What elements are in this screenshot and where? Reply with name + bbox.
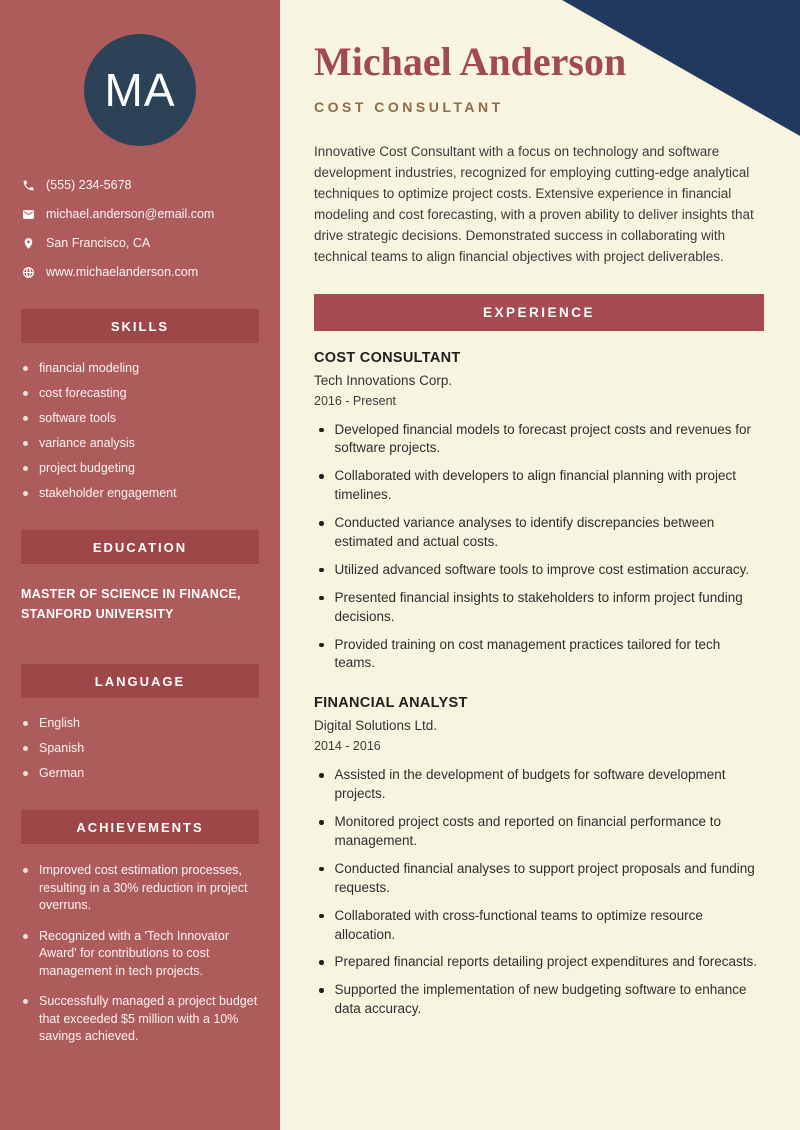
job-bullet-text: Prepared financial reports detailing project expenditures and forecasts. <box>334 954 757 970</box>
globe-icon <box>21 265 35 279</box>
achievement-item <box>23 993 259 1046</box>
skill-label: stakeholder engagement <box>39 486 177 500</box>
skill-item <box>23 411 259 425</box>
bullet-icon <box>319 428 324 433</box>
summary-paragraph: Innovative Cost Consultant with a focus on technology and software development industries, recognized for employing cutting-edge analytical techniques to optimize project costs. Extensive experience in financial modeling and cost forecasting, with a proven ability to deliver insights that drive strategic decisions. Demonstrated success in collaborating with technical teams to align financial objectives with project deliverables. <box>314 144 754 264</box>
job-bullet-text: Conducted financial analyses to support project proposals and funding requests. <box>334 860 755 895</box>
skill-item <box>23 486 259 500</box>
location-icon <box>21 236 35 250</box>
contact-item-phone <box>21 178 259 192</box>
bullet-icon <box>23 391 28 396</box>
achievement-text: Recognized with a 'Tech Innovator Award' for contributions to cost management in tech projects. <box>39 928 229 978</box>
contact-phone-text: (555) 234-5678 <box>46 178 132 192</box>
language-section-heading: LANGUAGE <box>21 664 259 698</box>
contact-item-website <box>21 265 259 279</box>
person-name: Michael Anderson <box>314 39 627 84</box>
job-bullet-text: Collaborated with cross-functional teams to optimize resource allocation. <box>334 907 703 942</box>
bullet-icon <box>23 441 28 446</box>
job-company: Tech Innovations Corp. <box>314 372 453 388</box>
bullet-icon <box>319 820 324 825</box>
job-bullet-item <box>314 636 764 674</box>
bullet-icon <box>23 746 28 751</box>
avatar-initials: MA <box>104 64 176 116</box>
job-bullet-text: Presented financial insights to stakeholders to inform project funding decisions. <box>334 589 743 624</box>
job-bullet-item <box>314 953 764 972</box>
language-list <box>21 716 259 780</box>
job-title: FINANCIAL ANALYST <box>314 695 468 712</box>
job-bullet-item <box>314 860 764 898</box>
job-bullet-item <box>314 981 764 1019</box>
bullet-icon <box>319 914 324 919</box>
bullet-icon <box>23 491 28 496</box>
language-label: Spanish <box>39 741 85 755</box>
contact-location-text: San Francisco, CA <box>46 236 151 250</box>
job-title: COST CONSULTANT <box>314 349 461 366</box>
skill-label: variance analysis <box>39 436 135 450</box>
job-bullet-text: Developed financial models to forecast project costs and revenues for software projects. <box>334 421 751 456</box>
bullet-icon <box>319 988 324 993</box>
bullet-icon <box>23 466 28 471</box>
job-bullet-list <box>314 766 764 1019</box>
job-bullet-text: Provided training on cost management practices tailored for tech teams. <box>334 636 721 671</box>
achievement-text: Improved cost estimation processes, resulting in a 30% reduction in project overruns. <box>39 863 248 912</box>
achievements-section-heading: ACHIEVEMENTS <box>21 810 259 844</box>
achievement-item <box>23 928 259 981</box>
bullet-icon <box>319 568 324 573</box>
avatar <box>84 34 196 146</box>
bullet-icon <box>319 643 324 648</box>
job-bullet-item <box>314 813 764 851</box>
job-bullet-item <box>314 561 764 580</box>
skill-item <box>23 436 259 450</box>
job-bullet-text: Utilized advanced software tools to improve cost estimation accuracy. <box>334 561 750 577</box>
skills-section-heading: SKILLS <box>21 309 259 343</box>
skills-list <box>21 361 259 500</box>
job-bullet-item <box>314 514 764 552</box>
bullet-icon <box>23 999 28 1004</box>
achievement-text: Successfully managed a project budget that exceeded $5 million with a 10% savings achieved. <box>39 994 258 1043</box>
job-company: Digital Solutions Ltd. <box>314 718 438 734</box>
job-entry <box>314 695 764 1019</box>
language-item <box>23 716 259 730</box>
achievements-list <box>21 862 259 1046</box>
job-bullet-item <box>314 907 764 945</box>
contact-item-email <box>21 207 259 221</box>
bullet-icon <box>319 773 324 778</box>
achievement-item <box>23 862 259 915</box>
skill-label: software tools <box>39 411 117 425</box>
skill-label: financial modeling <box>39 361 140 375</box>
email-icon <box>21 207 35 221</box>
bullet-icon <box>23 868 28 873</box>
main-content <box>280 0 800 1130</box>
education-section-heading: EDUCATION <box>21 530 259 564</box>
education-degree: MASTER OF SCIENCE IN FINANCE, STANFORD UNIVERSITY <box>21 587 241 621</box>
bullet-icon <box>23 721 28 726</box>
contact-item-location <box>21 236 259 250</box>
sidebar <box>0 0 280 1130</box>
bullet-icon <box>23 416 28 421</box>
bullet-icon <box>23 366 28 371</box>
language-label: German <box>39 766 85 780</box>
bullet-icon <box>319 867 324 872</box>
bullet-icon <box>23 771 28 776</box>
person-job-title: COST CONSULTANT <box>314 99 504 115</box>
job-bullet-text: Monitored project costs and reported on financial performance to management. <box>334 814 721 848</box>
job-dates: 2016 - Present <box>314 393 396 408</box>
job-bullet-text: Collaborated with developers to align financial planning with project timelines. <box>334 468 736 503</box>
job-entry <box>314 350 764 674</box>
contact-email-text: michael.anderson@email.com <box>46 207 215 221</box>
bullet-icon <box>319 960 324 965</box>
contact-list <box>21 178 259 279</box>
job-bullet-text: Assisted in the development of budgets for software development projects. <box>334 767 726 802</box>
skill-item <box>23 386 259 400</box>
bullet-icon <box>23 934 28 939</box>
phone-icon <box>21 178 35 192</box>
job-bullet-text: Supported the implementation of new budgeting software to enhance data accuracy. <box>334 982 747 1017</box>
bullet-icon <box>319 521 324 526</box>
job-bullet-item <box>314 766 764 804</box>
language-label: English <box>39 716 80 730</box>
job-bullet-list <box>314 421 764 674</box>
experience-section-heading: EXPERIENCE <box>314 294 764 331</box>
language-item <box>23 741 259 755</box>
skill-item <box>23 461 259 475</box>
skill-item <box>23 361 259 375</box>
contact-website-text: www.michaelanderson.com <box>46 265 199 279</box>
job-bullet-text: Conducted variance analyses to identify discrepancies between estimated and actual costs. <box>334 515 715 549</box>
job-dates: 2014 - 2016 <box>314 739 381 754</box>
language-item <box>23 766 259 780</box>
job-bullet-item <box>314 589 764 627</box>
job-bullet-item <box>314 421 764 459</box>
job-bullet-item <box>314 467 764 505</box>
bullet-icon <box>319 596 324 601</box>
bullet-icon <box>319 474 324 479</box>
skill-label: cost forecasting <box>39 386 127 400</box>
skill-label: project budgeting <box>39 461 135 475</box>
